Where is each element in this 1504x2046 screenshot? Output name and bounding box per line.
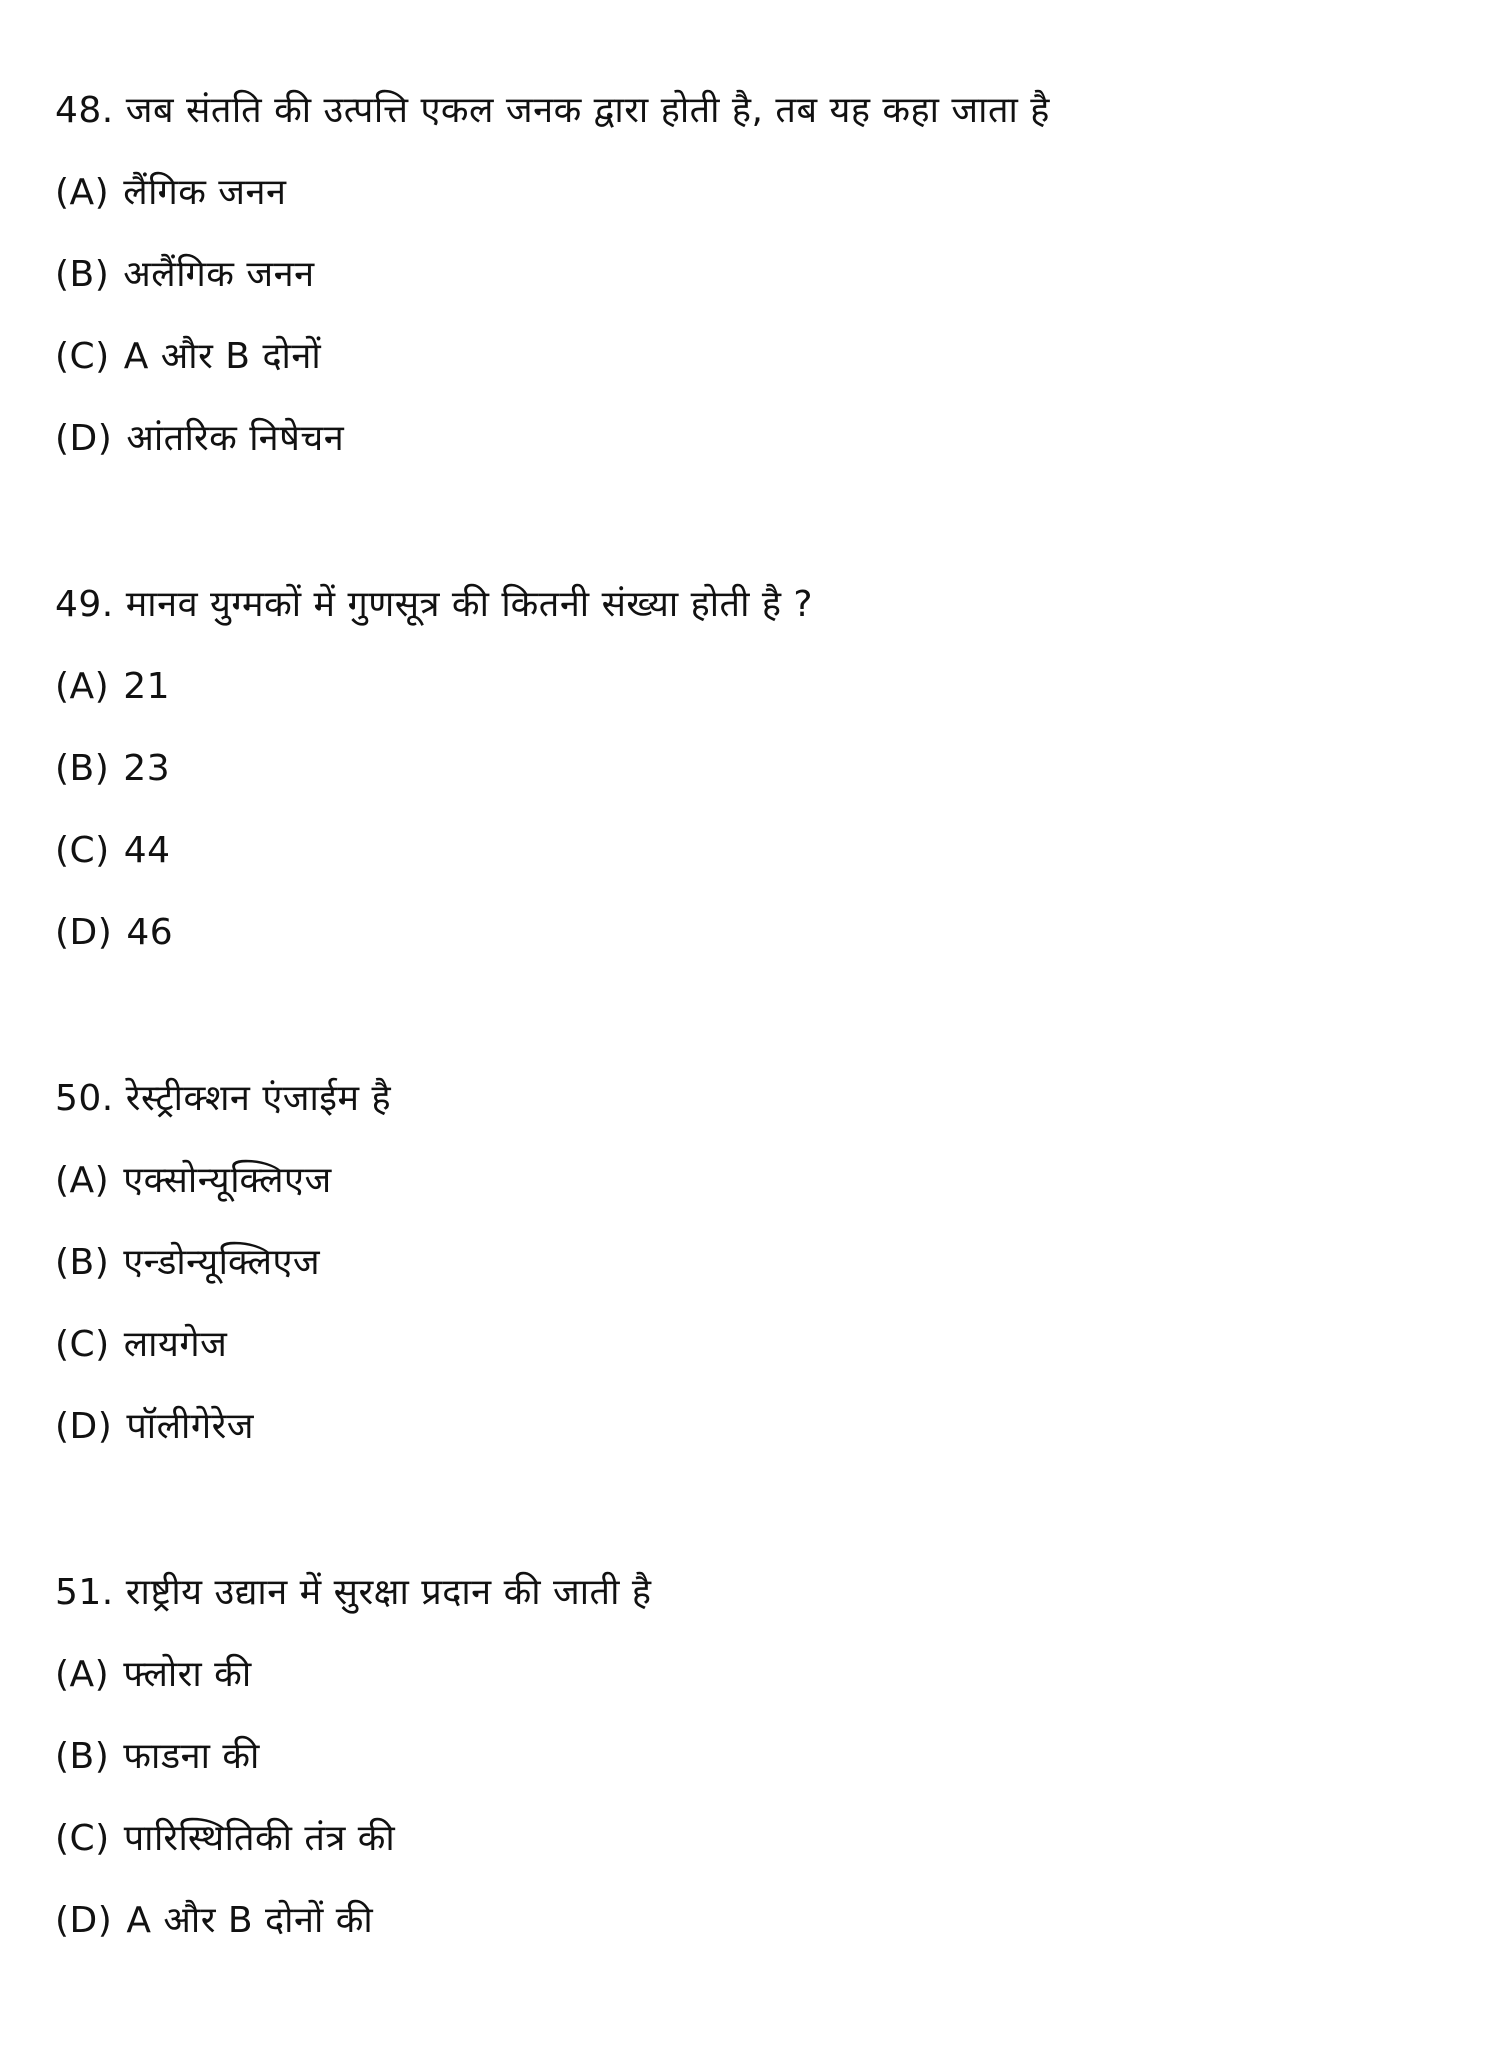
- option-b[interactable]: [55, 234, 1455, 316]
- option-label: (C): [55, 336, 110, 377]
- question-stem: [55, 70, 1455, 152]
- option-label: (A): [55, 172, 110, 213]
- option-text: 23: [123, 748, 171, 789]
- option-text: लायगेज: [123, 1324, 228, 1365]
- option-c[interactable]: [55, 1304, 1455, 1386]
- option-label: (C): [55, 830, 110, 871]
- option-text: एन्डोन्यूक्लिएज: [123, 1242, 321, 1283]
- option-label: (B): [55, 1242, 110, 1283]
- option-text: 46: [126, 912, 174, 953]
- option-label: (A): [55, 1160, 110, 1201]
- question-text: मानव युग्मकों में गुणसूत्र की कितनी संख्या होती है ?: [125, 584, 814, 625]
- option-text: आंतरिक निषेचन: [126, 418, 345, 459]
- option-label: (D): [55, 1900, 113, 1941]
- question-stem: [55, 1552, 1455, 1634]
- question-number: 49.: [55, 584, 114, 625]
- question-number: 51.: [55, 1572, 114, 1613]
- option-text: फाडना की: [123, 1736, 260, 1777]
- option-label: (C): [55, 1324, 110, 1365]
- option-label: (D): [55, 1406, 113, 1447]
- option-label: (A): [55, 666, 110, 707]
- option-text: A और B दोनों की: [126, 1900, 374, 1941]
- question-48: [55, 70, 1455, 480]
- option-label: (D): [55, 912, 113, 953]
- option-text: 44: [123, 830, 171, 871]
- question-stem: [55, 564, 1455, 646]
- option-text: A और B दोनों: [123, 336, 322, 377]
- option-c[interactable]: [55, 1798, 1455, 1880]
- option-text: अलैंगिक जनन: [123, 254, 315, 295]
- option-a[interactable]: [55, 1140, 1455, 1222]
- question-stem: [55, 1058, 1455, 1140]
- option-text: 21: [123, 666, 171, 707]
- option-d[interactable]: [55, 892, 1455, 974]
- option-d[interactable]: [55, 1880, 1455, 1962]
- option-a[interactable]: [55, 646, 1455, 728]
- option-a[interactable]: [55, 152, 1455, 234]
- option-text: फ्लोरा की: [123, 1654, 252, 1695]
- question-page: [55, 70, 1455, 2046]
- question-number: 50.: [55, 1078, 114, 1119]
- option-label: (B): [55, 748, 110, 789]
- option-label: (A): [55, 1654, 110, 1695]
- option-b[interactable]: [55, 1716, 1455, 1798]
- option-a[interactable]: [55, 1634, 1455, 1716]
- option-b[interactable]: [55, 728, 1455, 810]
- question-number: 48.: [55, 90, 114, 131]
- option-d[interactable]: [55, 398, 1455, 480]
- option-d[interactable]: [55, 1386, 1455, 1468]
- question-text: रेस्ट्रीक्शन एंजाईम है: [125, 1078, 392, 1119]
- option-c[interactable]: [55, 316, 1455, 398]
- option-c[interactable]: [55, 810, 1455, 892]
- option-label: (D): [55, 418, 113, 459]
- question-51: [55, 1552, 1455, 1962]
- option-text: एक्सोन्यूक्लिएज: [123, 1160, 332, 1201]
- option-label: (B): [55, 1736, 110, 1777]
- question-text: जब संतति की उत्पत्ति एकल जनक द्वारा होती है, तब यह कहा जाता है: [125, 90, 1050, 131]
- question-49: [55, 564, 1455, 974]
- question-50: [55, 1058, 1455, 1468]
- option-text: पॉलीगेरेज: [126, 1406, 255, 1447]
- option-label: (B): [55, 254, 110, 295]
- option-text: लैंगिक जनन: [123, 172, 287, 213]
- option-text: पारिस्थितिकी तंत्र की: [123, 1818, 396, 1859]
- question-text: राष्ट्रीय उद्यान में सुरक्षा प्रदान की जाती है: [125, 1572, 652, 1613]
- option-b[interactable]: [55, 1222, 1455, 1304]
- option-label: (C): [55, 1818, 110, 1859]
